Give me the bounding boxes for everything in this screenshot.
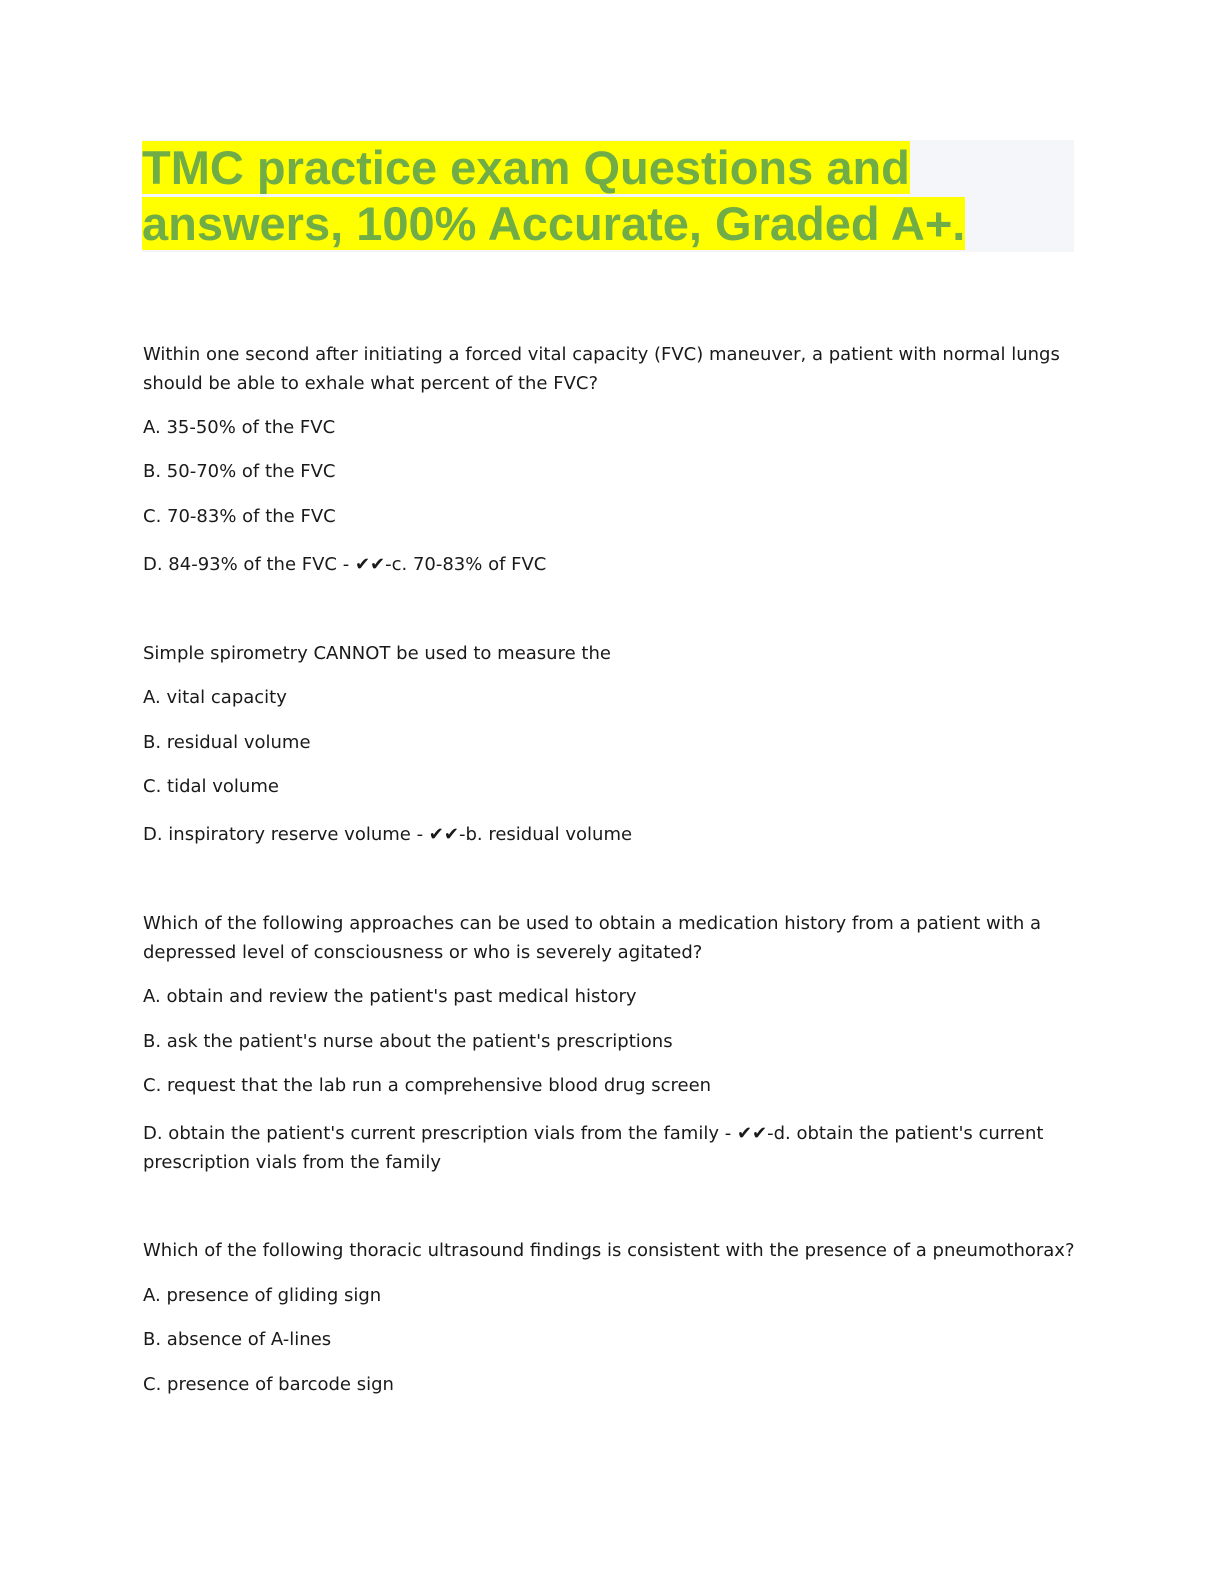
question-2-stem: Simple spirometry CANNOT be used to measure the — [143, 643, 611, 664]
title-line-1: TMC practice exam Questions and — [142, 141, 910, 194]
question-1-option-d-answer: D. 84-93% of the FVC - ✔✔-c. 70-83% of FVC — [143, 554, 547, 575]
question-3-stem: Which of the following approaches can be used to obtain a medication history from a patient with a depressed level of consciousness or who is severely agitated? — [143, 913, 1041, 963]
question-3-option-a: A. obtain and review the patient's past medical history — [143, 986, 637, 1007]
question-3-option-d-answer: D. obtain the patient's current prescription vials from the family - ✔✔-d. obtain the patient's current prescription vials from the family — [143, 1123, 1044, 1173]
question-4-option-a: A. presence of gliding sign — [143, 1285, 382, 1306]
question-1-stem: Within one second after initiating a forced vital capacity (FVC) maneuver, a patient with normal lungs should be able to exhale what percent of the FVC? — [143, 344, 1060, 394]
question-2-option-a: A. vital capacity — [143, 687, 287, 708]
question-2-option-b: B. residual volume — [143, 732, 311, 753]
question-4-stem: Which of the following thoracic ultrasound findings is consistent with the presence of a pneumothorax? — [143, 1240, 1075, 1261]
question-1-option-b: B. 50-70% of the FVC — [143, 461, 336, 482]
question-1-option-a: A. 35-50% of the FVC — [143, 417, 336, 438]
question-2-option-c: C. tidal volume — [143, 776, 279, 797]
question-4-option-c: C. presence of barcode sign — [143, 1374, 394, 1395]
question-2-option-d-answer: D. inspiratory reserve volume - ✔✔-b. residual volume — [143, 824, 633, 845]
question-1-option-c: C. 70-83% of the FVC — [143, 506, 336, 527]
question-3-option-b: B. ask the patient's nurse about the patient's prescriptions — [143, 1031, 673, 1052]
document-title — [142, 140, 1074, 252]
question-3-option-c: C. request that the lab run a comprehensive blood drug screen — [143, 1075, 712, 1096]
title-line-2: answers, 100% Accurate, Graded A+. — [142, 197, 966, 250]
question-4-option-b: B. absence of A-lines — [143, 1329, 332, 1350]
